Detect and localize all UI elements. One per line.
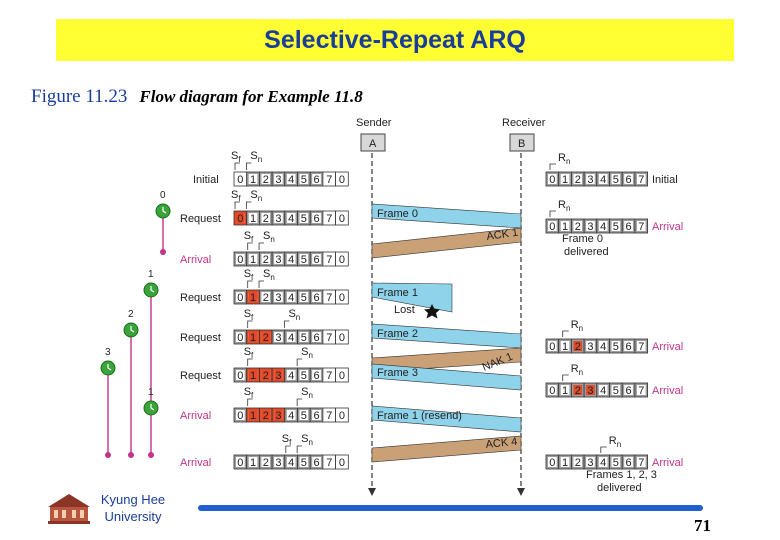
sn-pointer [297, 446, 302, 453]
receiver-seq-number: 3 [587, 221, 594, 233]
receiver-seq-number: 2 [574, 341, 581, 353]
sender-seq-number: 3 [275, 410, 282, 422]
receiver-seq-number: 2 [574, 221, 581, 233]
sf-pointer [235, 163, 240, 170]
sender-seq-number: 4 [288, 174, 295, 186]
receiver-seq-number: 3 [587, 385, 594, 397]
receiver-seq-number: 5 [612, 385, 619, 397]
sf-label: $S_f$ [281, 433, 292, 447]
receiver-seq-number: 1 [561, 385, 569, 397]
receiver-seq-number: 6 [625, 385, 632, 397]
sn-label: $S_n$ [301, 346, 313, 360]
sender-seq-number: 6 [313, 213, 320, 225]
sender-seq-number: 3 [275, 213, 282, 225]
sender-seq-number: 1 [249, 292, 257, 304]
frame-3-label: Frame 3 [377, 367, 418, 379]
sender-seq-number: 5 [300, 410, 307, 422]
footer-bar [198, 505, 703, 511]
timer-label: 3 [105, 347, 111, 358]
sender-row-label: Request [180, 292, 221, 304]
sender-seq-number: 0 [237, 254, 244, 266]
sf-pointer [248, 321, 253, 328]
sender-seq-number: 2 [262, 332, 269, 344]
receiver-seq-number: 7 [638, 341, 645, 353]
receiver-row-label: Arrival [652, 457, 684, 469]
receiver-seq-number: 3 [587, 341, 594, 353]
sender-seq-number: 4 [288, 410, 295, 422]
receiver-seq-number: 4 [600, 385, 607, 397]
sender-row-label: Arrival [180, 457, 212, 469]
rn-label: $R_n$ [570, 319, 584, 333]
timer-label: 2 [128, 309, 134, 320]
sender-seq-number: 1 [249, 254, 257, 266]
sender-seq-number: 3 [275, 254, 282, 266]
frame-1-resend-label: Frame 1 (resend) [377, 410, 462, 422]
sender-row-label: Arrival [180, 410, 212, 422]
sender-seq-number: 5 [300, 457, 307, 469]
sender-seq-number: 0 [237, 410, 244, 422]
sender-row-label: Request [180, 370, 221, 382]
sender-seq-number: 0 [338, 174, 346, 186]
receiver-seq-number: 7 [638, 174, 645, 186]
sf-pointer [248, 243, 253, 250]
receiver-seq-number: 7 [638, 221, 645, 233]
sf-pointer [286, 446, 291, 453]
rn-pointer [550, 164, 556, 170]
sn-label: $S_n$ [301, 386, 313, 400]
receiver-row-label: Initial [652, 174, 678, 186]
frame-0-delivered-line-1: Frame 0 [562, 233, 603, 245]
sf-pointer [235, 202, 240, 209]
sender-seq-number: 1 [249, 174, 257, 186]
frame-2-label: Frame 2 [377, 328, 418, 340]
sf-label: $S_f$ [243, 386, 254, 400]
sender-seq-number: 0 [237, 457, 244, 469]
receiver-seq-number: 2 [574, 457, 581, 469]
nak-1-label: NAK 1 [480, 350, 515, 374]
university-name [96, 491, 170, 525]
sender-seq-number: 0 [338, 457, 346, 469]
receiver-seq-number: 5 [612, 174, 619, 186]
sender-seq-number: 7 [326, 410, 333, 422]
sender-seq-number: 3 [275, 370, 282, 382]
sn-pointer [297, 399, 302, 406]
sf-pointer [248, 399, 253, 406]
receiver-row-label: Arrival [652, 385, 684, 397]
receiver-seq-number: 0 [549, 221, 556, 233]
receiver-seq-number: 4 [600, 457, 607, 469]
timer-label: 1 [148, 387, 154, 398]
sender-box-label: A [369, 138, 377, 150]
sender-seq-number: 0 [237, 332, 244, 344]
receiver-seq-number: 0 [549, 457, 556, 469]
receiver-seq-number: 3 [587, 174, 594, 186]
sn-label: $S_n$ [301, 433, 313, 447]
receiver-seq-number: 2 [574, 385, 581, 397]
sender-seq-number: 6 [313, 254, 320, 266]
receiver-time-arrow [517, 488, 525, 496]
sender-seq-number: 4 [288, 332, 295, 344]
sender-seq-number: 4 [288, 292, 295, 304]
sf-label: $S_f$ [231, 150, 241, 164]
sender-seq-number: 4 [288, 370, 295, 382]
rn-pointer [563, 375, 569, 381]
receiver-seq-number: 6 [625, 457, 632, 469]
sender-row-label: Arrival [180, 254, 212, 266]
timer-end-dot [160, 249, 166, 255]
sn-pointer [284, 321, 289, 328]
sender-seq-number: 5 [300, 370, 307, 382]
sender-seq-number: 3 [275, 457, 282, 469]
sender-seq-number: 4 [288, 457, 295, 469]
lost-label: Lost [394, 304, 415, 316]
sender-label: Sender [356, 117, 392, 129]
sender-row-label: Initial [193, 174, 219, 186]
receiver-seq-number: 5 [612, 457, 619, 469]
sender-seq-number: 0 [237, 174, 244, 186]
sender-seq-number: 0 [237, 370, 244, 382]
sender-seq-number: 2 [262, 174, 269, 186]
sender-seq-number: 1 [249, 457, 257, 469]
sf-pointer [248, 359, 253, 366]
sender-seq-number: 5 [300, 254, 307, 266]
sender-seq-number: 0 [237, 292, 244, 304]
receiver-seq-number: 0 [549, 385, 556, 397]
receiver-seq-number: 1 [561, 174, 569, 186]
sender-seq-number: 5 [300, 332, 307, 344]
frame-0-delivered-line-2: delivered [564, 246, 609, 258]
sender-seq-number: 0 [338, 292, 346, 304]
sender-seq-number: 1 [249, 410, 257, 422]
sender-seq-number: 7 [326, 174, 333, 186]
receiver-seq-number: 5 [612, 221, 619, 233]
frame-1-label: Frame 1 [377, 287, 418, 299]
sf-label: $S_f$ [243, 268, 254, 282]
receiver-seq-number: 2 [574, 174, 581, 186]
rn-pointer [563, 331, 569, 337]
sender-seq-number: 7 [326, 370, 333, 382]
rn-label: $R_n$ [570, 363, 584, 377]
figure-caption-text: Flow diagram for Example 11.8 [139, 87, 363, 106]
receiver-row-label: Arrival [652, 341, 684, 353]
page-number: 71 [694, 516, 711, 535]
sn-label: $S_n$ [263, 230, 275, 244]
sn-pointer [246, 163, 251, 170]
sf-label: $S_f$ [243, 308, 254, 322]
receiver-seq-number: 1 [561, 457, 569, 469]
sender-seq-number: 5 [300, 174, 307, 186]
sender-seq-number: 7 [326, 213, 333, 225]
rn-pointer [601, 447, 607, 453]
rn-label: $R_n$ [608, 435, 622, 449]
receiver-seq-number: 1 [561, 341, 569, 353]
sender-seq-number: 7 [326, 254, 333, 266]
sender-seq-number: 0 [338, 410, 346, 422]
receiver-row-label: Arrival [652, 221, 684, 233]
sender-seq-number: 6 [313, 457, 320, 469]
receiver-seq-number: 4 [600, 174, 607, 186]
frame-0-label: Frame 0 [377, 208, 418, 220]
sender-seq-number: 7 [326, 292, 333, 304]
sender-seq-number: 6 [313, 174, 320, 186]
sf-label: $S_f$ [243, 230, 254, 244]
timer-end-dot [128, 452, 134, 458]
sender-seq-number: 3 [275, 332, 282, 344]
sender-row-label: Request [180, 332, 221, 344]
sender-seq-number: 1 [249, 370, 257, 382]
timer-label: 0 [160, 190, 166, 201]
sn-label: $S_n$ [250, 150, 263, 164]
sf-label: $S_f$ [243, 346, 254, 360]
sender-seq-number: 6 [313, 292, 320, 304]
rn-label: $R_n$ [558, 199, 571, 213]
sn-label: $S_n$ [288, 308, 301, 322]
sf-label: $S_f$ [231, 189, 241, 203]
timer-label: 1 [148, 269, 154, 280]
sender-seq-number: 6 [313, 370, 320, 382]
ack-1-label: ACK 1 [485, 226, 519, 243]
receiver-seq-number: 7 [638, 385, 645, 397]
sender-seq-number: 5 [300, 292, 307, 304]
university-line-1: Kyung Hee [100, 492, 166, 507]
rn-label: $R_n$ [558, 152, 571, 166]
timer-end-dot [105, 452, 111, 458]
receiver-seq-number: 7 [638, 457, 645, 469]
sender-seq-number: 3 [275, 174, 282, 186]
sender-seq-number: 5 [300, 213, 307, 225]
receiver-label: Receiver [502, 117, 546, 129]
frames-123-delivered-line-1: Frames 1, 2, 3 [586, 469, 657, 481]
sender-seq-number: 2 [262, 410, 269, 422]
sender-seq-number: 7 [326, 457, 333, 469]
sender-seq-number: 0 [338, 370, 346, 382]
receiver-seq-number: 6 [625, 174, 632, 186]
ack-4-label: ACK 4 [485, 435, 518, 451]
sender-seq-number: 3 [275, 292, 282, 304]
figure-number: Figure 11.23 [31, 86, 128, 107]
sender-seq-number: 0 [338, 254, 346, 266]
sender-seq-number: 7 [326, 332, 333, 344]
sender-row-label: Request [180, 213, 221, 225]
receiver-seq-number: 5 [612, 341, 619, 353]
receiver-seq-number: 6 [625, 221, 632, 233]
sn-pointer [259, 243, 264, 250]
frames-123-delivered-line-2: delivered [597, 482, 642, 494]
sn-pointer [246, 202, 251, 209]
sender-seq-number: 0 [237, 213, 244, 225]
university-logo-icon [48, 491, 90, 525]
receiver-box-label: B [518, 138, 526, 150]
sn-pointer [259, 281, 264, 288]
timer-end-dot [148, 452, 154, 458]
sender-seq-number: 2 [262, 292, 269, 304]
receiver-seq-number: 4 [600, 341, 607, 353]
sf-pointer [248, 281, 253, 288]
sender-seq-number: 1 [249, 213, 257, 225]
receiver-seq-number: 3 [587, 457, 594, 469]
sender-seq-number: 2 [262, 213, 269, 225]
sn-pointer [297, 359, 302, 366]
sn-label: $S_n$ [250, 189, 263, 203]
receiver-seq-number: 1 [561, 221, 569, 233]
sn-label: $S_n$ [263, 268, 275, 282]
slide-title: Selective-Repeat ARQ [264, 26, 526, 54]
sender-time-arrow [368, 488, 376, 496]
sender-seq-number: 4 [288, 213, 295, 225]
receiver-seq-number: 0 [549, 341, 556, 353]
receiver-seq-number: 0 [549, 174, 556, 186]
sender-seq-number: 6 [313, 332, 320, 344]
sender-seq-number: 1 [249, 332, 257, 344]
university-line-2: University [104, 509, 162, 524]
sender-seq-number: 2 [262, 457, 269, 469]
sender-seq-number: 4 [288, 254, 295, 266]
receiver-seq-number: 4 [600, 221, 607, 233]
receiver-seq-number: 6 [625, 341, 632, 353]
sender-seq-number: 0 [338, 332, 346, 344]
sender-seq-number: 2 [262, 370, 269, 382]
sender-seq-number: 0 [338, 213, 346, 225]
sender-seq-number: 2 [262, 254, 269, 266]
sender-seq-number: 6 [313, 410, 320, 422]
rn-pointer [550, 211, 556, 217]
